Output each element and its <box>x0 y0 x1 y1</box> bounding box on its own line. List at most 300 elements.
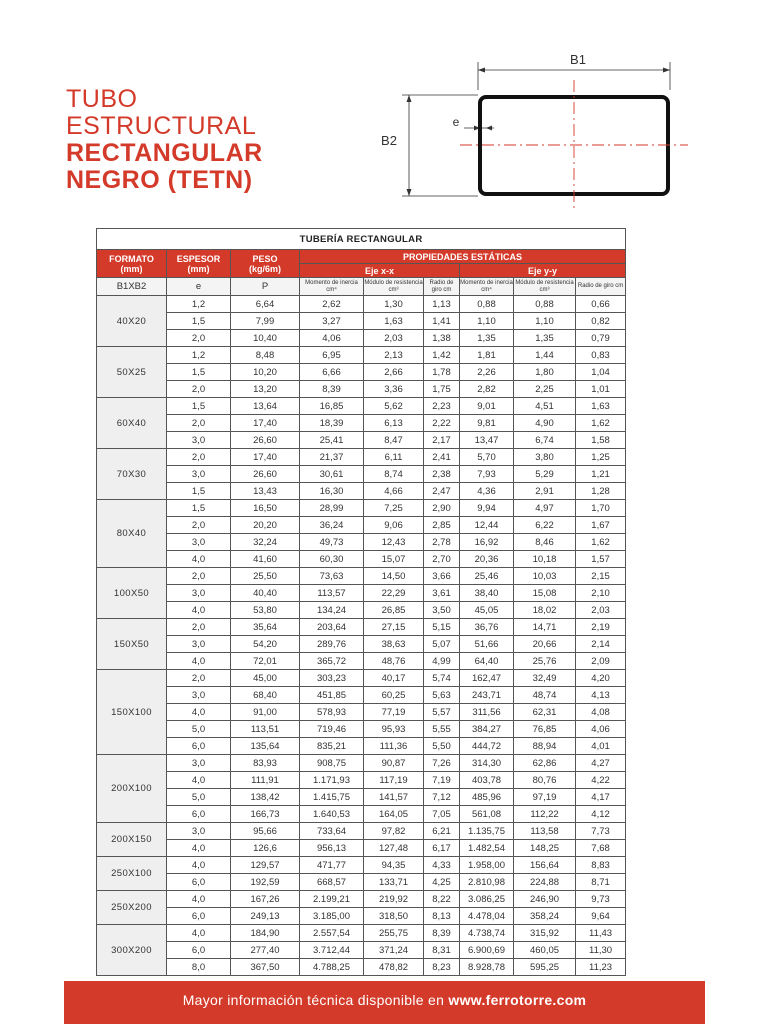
value-cell: 9,81 <box>460 415 514 432</box>
value-cell: 30,61 <box>300 466 364 483</box>
value-cell: 16,30 <box>300 483 364 500</box>
col-radio-y: Radio de giro cm <box>576 278 626 296</box>
value-cell: 2.557,54 <box>300 925 364 942</box>
value-cell: 1,80 <box>514 364 576 381</box>
value-cell: 4,90 <box>514 415 576 432</box>
table-row <box>97 415 626 432</box>
value-cell: 16,85 <box>300 398 364 415</box>
table-row <box>97 398 626 415</box>
value-cell: 15,08 <box>514 585 576 602</box>
formato-cell: 250X100 <box>97 857 167 891</box>
value-cell: 40,17 <box>364 670 424 687</box>
formato-cell: 100X50 <box>97 568 167 619</box>
value-cell: 1,5 <box>167 483 231 500</box>
value-cell: 2,82 <box>460 381 514 398</box>
value-cell: 1.171,93 <box>300 772 364 789</box>
value-cell: 8,47 <box>364 432 424 449</box>
value-cell: 2,0 <box>167 381 231 398</box>
table-row <box>97 381 626 398</box>
table-row <box>97 721 626 738</box>
col-momento-x: Momento de inercia cm⁴ <box>300 278 364 296</box>
table-row <box>97 432 626 449</box>
value-cell: 4,0 <box>167 602 231 619</box>
value-cell: 9,94 <box>460 500 514 517</box>
value-cell: 13,43 <box>231 483 300 500</box>
value-cell: 17,40 <box>231 449 300 466</box>
value-cell: 255,75 <box>364 925 424 942</box>
value-cell: 4,25 <box>424 874 460 891</box>
value-cell: 10,40 <box>231 330 300 347</box>
value-cell: 7,19 <box>424 772 460 789</box>
value-cell: 1,04 <box>576 364 626 381</box>
value-cell: 38,40 <box>460 585 514 602</box>
value-cell: 3,0 <box>167 432 231 449</box>
value-cell: 1,81 <box>460 347 514 364</box>
value-cell: 35,64 <box>231 619 300 636</box>
value-cell: 7,68 <box>576 840 626 857</box>
value-cell: 2,41 <box>424 449 460 466</box>
table-row <box>97 755 626 772</box>
table-row <box>97 789 626 806</box>
value-cell: 192,59 <box>231 874 300 891</box>
value-cell: 45,00 <box>231 670 300 687</box>
value-cell: 129,57 <box>231 857 300 874</box>
value-cell: 2,66 <box>364 364 424 381</box>
value-cell: 6,0 <box>167 942 231 959</box>
value-cell: 36,76 <box>460 619 514 636</box>
value-cell: 5,15 <box>424 619 460 636</box>
value-cell: 4,0 <box>167 551 231 568</box>
value-cell: 1,35 <box>460 330 514 347</box>
col-formato: FORMATO (mm) <box>97 250 167 278</box>
value-cell: 0,79 <box>576 330 626 347</box>
value-cell: 1,10 <box>514 313 576 330</box>
table-row <box>97 653 626 670</box>
value-cell: 97,19 <box>514 789 576 806</box>
value-cell: 2,85 <box>424 517 460 534</box>
value-cell: 2,78 <box>424 534 460 551</box>
value-cell: 51,66 <box>460 636 514 653</box>
value-cell: 314,30 <box>460 755 514 772</box>
value-cell: 3,0 <box>167 585 231 602</box>
value-cell: 14,50 <box>364 568 424 585</box>
value-cell: 8,39 <box>424 925 460 942</box>
value-cell: 166,73 <box>231 806 300 823</box>
value-cell: 49,73 <box>300 534 364 551</box>
value-cell: 10,18 <box>514 551 576 568</box>
value-cell: 20,36 <box>460 551 514 568</box>
value-cell: 2,0 <box>167 330 231 347</box>
value-cell: 358,24 <box>514 908 576 925</box>
value-cell: 8,0 <box>167 959 231 976</box>
value-cell: 26,85 <box>364 602 424 619</box>
value-cell: 13,64 <box>231 398 300 415</box>
b1-label: B1 <box>570 52 586 67</box>
table-row <box>97 772 626 789</box>
value-cell: 9,06 <box>364 517 424 534</box>
value-cell: 60,25 <box>364 687 424 704</box>
value-cell: 4,0 <box>167 653 231 670</box>
value-cell: 1.482,54 <box>460 840 514 857</box>
table-row <box>97 925 626 942</box>
table-row <box>97 330 626 347</box>
table-row <box>97 857 626 874</box>
value-cell: 77,19 <box>364 704 424 721</box>
formato-cell: 40X20 <box>97 296 167 347</box>
value-cell: 16,50 <box>231 500 300 517</box>
value-cell: 1,67 <box>576 517 626 534</box>
value-cell: 9,73 <box>576 891 626 908</box>
value-cell: 1,28 <box>576 483 626 500</box>
value-cell: 4,99 <box>424 653 460 670</box>
value-cell: 246,90 <box>514 891 576 908</box>
formato-cell: 200X100 <box>97 755 167 823</box>
value-cell: 111,36 <box>364 738 424 755</box>
title-line-3: RECTANGULAR <box>66 139 263 167</box>
value-cell: 141,57 <box>364 789 424 806</box>
value-cell: 403,78 <box>460 772 514 789</box>
value-cell: 303,23 <box>300 670 364 687</box>
b2-label: B2 <box>381 133 397 148</box>
value-cell: 1,21 <box>576 466 626 483</box>
formato-cell: 70X30 <box>97 449 167 500</box>
value-cell: 7,25 <box>364 500 424 517</box>
value-cell: 8,31 <box>424 942 460 959</box>
value-cell: 719,46 <box>300 721 364 738</box>
value-cell: 8,71 <box>576 874 626 891</box>
table-row <box>97 704 626 721</box>
value-cell: 25,76 <box>514 653 576 670</box>
value-cell: 3,61 <box>424 585 460 602</box>
value-cell: 1,58 <box>576 432 626 449</box>
value-cell: 5,74 <box>424 670 460 687</box>
value-cell: 14,71 <box>514 619 576 636</box>
value-cell: 53,80 <box>231 602 300 619</box>
table-row <box>97 891 626 908</box>
value-cell: 478,82 <box>364 959 424 976</box>
value-cell: 4,0 <box>167 704 231 721</box>
table-row <box>97 942 626 959</box>
table-row <box>97 687 626 704</box>
value-cell: 1,2 <box>167 296 231 313</box>
value-cell: 62,86 <box>514 755 576 772</box>
value-cell: 367,50 <box>231 959 300 976</box>
value-cell: 224,88 <box>514 874 576 891</box>
table-row <box>97 500 626 517</box>
title-line-1: TUBO <box>66 85 138 113</box>
value-cell: 0,88 <box>514 296 576 313</box>
value-cell: 3,27 <box>300 313 364 330</box>
value-cell: 1,62 <box>576 534 626 551</box>
value-cell: 2,0 <box>167 670 231 687</box>
value-cell: 113,58 <box>514 823 576 840</box>
value-cell: 365,72 <box>300 653 364 670</box>
value-cell: 11,43 <box>576 925 626 942</box>
value-cell: 83,93 <box>231 755 300 772</box>
value-cell: 1,42 <box>424 347 460 364</box>
formato-cell: 250X200 <box>97 891 167 925</box>
value-cell: 2.810,98 <box>460 874 514 891</box>
value-cell: 127,48 <box>364 840 424 857</box>
value-cell: 156,64 <box>514 857 576 874</box>
title-line-4: NEGRO (TETN) <box>66 166 253 194</box>
value-cell: 45,05 <box>460 602 514 619</box>
col-momento-y: Momento de inercia cm⁴ <box>460 278 514 296</box>
value-cell: 4,08 <box>576 704 626 721</box>
value-cell: 371,24 <box>364 942 424 959</box>
value-cell: 3,36 <box>364 381 424 398</box>
value-cell: 4,0 <box>167 840 231 857</box>
value-cell: 9,01 <box>460 398 514 415</box>
value-cell: 2,0 <box>167 449 231 466</box>
value-cell: 4,51 <box>514 398 576 415</box>
value-cell: 18,39 <box>300 415 364 432</box>
value-cell: 4,17 <box>576 789 626 806</box>
table-row <box>97 296 626 313</box>
label-peso: P <box>231 278 300 296</box>
value-cell: 11,23 <box>576 959 626 976</box>
label-formato: B1XB2 <box>97 278 167 296</box>
value-cell: 167,26 <box>231 891 300 908</box>
value-cell: 908,75 <box>300 755 364 772</box>
value-cell: 25,50 <box>231 568 300 585</box>
table-row <box>97 517 626 534</box>
value-cell: 384,27 <box>460 721 514 738</box>
value-cell: 88,94 <box>514 738 576 755</box>
value-cell: 1,57 <box>576 551 626 568</box>
value-cell: 5,07 <box>424 636 460 653</box>
value-cell: 135,64 <box>231 738 300 755</box>
value-cell: 10,03 <box>514 568 576 585</box>
col-modulo-y: Módulo de resistencia cm³ <box>514 278 576 296</box>
value-cell: 318,50 <box>364 908 424 925</box>
value-cell: 2,0 <box>167 619 231 636</box>
table-row <box>97 823 626 840</box>
value-cell: 5,0 <box>167 721 231 738</box>
value-cell: 68,40 <box>231 687 300 704</box>
value-cell: 4,22 <box>576 772 626 789</box>
value-cell: 460,05 <box>514 942 576 959</box>
value-cell: 1,13 <box>424 296 460 313</box>
value-cell: 5,50 <box>424 738 460 755</box>
value-cell: 249,13 <box>231 908 300 925</box>
formato-cell: 200X150 <box>97 823 167 857</box>
value-cell: 20,20 <box>231 517 300 534</box>
value-cell: 4.738,74 <box>460 925 514 942</box>
value-cell: 7,12 <box>424 789 460 806</box>
value-cell: 8,48 <box>231 347 300 364</box>
value-cell: 3,0 <box>167 534 231 551</box>
value-cell: 184,90 <box>231 925 300 942</box>
value-cell: 3,50 <box>424 602 460 619</box>
value-cell: 9,64 <box>576 908 626 925</box>
value-cell: 1,30 <box>364 296 424 313</box>
value-cell: 4.788,25 <box>300 959 364 976</box>
value-cell: 3,0 <box>167 687 231 704</box>
value-cell: 4,97 <box>514 500 576 517</box>
value-cell: 1,25 <box>576 449 626 466</box>
col-modulo-x: Módulo de resistencia cm³ <box>364 278 424 296</box>
value-cell: 7,26 <box>424 755 460 772</box>
value-cell: 27,15 <box>364 619 424 636</box>
value-cell: 5,63 <box>424 687 460 704</box>
table-row <box>97 347 626 364</box>
value-cell: 94,35 <box>364 857 424 874</box>
value-cell: 4,01 <box>576 738 626 755</box>
col-espesor: ESPESOR (mm) <box>167 250 231 278</box>
table-row <box>97 364 626 381</box>
col-propiedades: PROPIEDADES ESTÁTICAS <box>300 250 626 264</box>
value-cell: 2,03 <box>576 602 626 619</box>
value-cell: 164,05 <box>364 806 424 823</box>
value-cell: 277,40 <box>231 942 300 959</box>
table-row <box>97 908 626 925</box>
value-cell: 3,0 <box>167 755 231 772</box>
value-cell: 2,19 <box>576 619 626 636</box>
value-cell: 117,19 <box>364 772 424 789</box>
value-cell: 148,25 <box>514 840 576 857</box>
e-label: e <box>452 115 460 129</box>
value-cell: 8,23 <box>424 959 460 976</box>
value-cell: 561,08 <box>460 806 514 823</box>
value-cell: 8,13 <box>424 908 460 925</box>
value-cell: 25,46 <box>460 568 514 585</box>
value-cell: 956,13 <box>300 840 364 857</box>
value-cell: 3.185,00 <box>300 908 364 925</box>
value-cell: 2,22 <box>424 415 460 432</box>
value-cell: 8,83 <box>576 857 626 874</box>
value-cell: 1,78 <box>424 364 460 381</box>
value-cell: 4,13 <box>576 687 626 704</box>
value-cell: 8,46 <box>514 534 576 551</box>
value-cell: 6,0 <box>167 738 231 755</box>
table-row <box>97 670 626 687</box>
value-cell: 1,5 <box>167 364 231 381</box>
table-body <box>97 296 626 976</box>
table-row <box>97 534 626 551</box>
value-cell: 48,76 <box>364 653 424 670</box>
value-cell: 95,93 <box>364 721 424 738</box>
value-cell: 126,6 <box>231 840 300 857</box>
value-cell: 289,76 <box>300 636 364 653</box>
specs-table <box>96 228 626 976</box>
value-cell: 243,71 <box>460 687 514 704</box>
table-row <box>97 636 626 653</box>
label-espesor: e <box>167 278 231 296</box>
value-cell: 4,0 <box>167 857 231 874</box>
value-cell: 13,47 <box>460 432 514 449</box>
value-cell: 2,70 <box>424 551 460 568</box>
table-row <box>97 738 626 755</box>
value-cell: 6,95 <box>300 347 364 364</box>
value-cell: 4,20 <box>576 670 626 687</box>
footer-link[interactable]: www.ferrotorre.com <box>448 992 587 1008</box>
value-cell: 40,40 <box>231 585 300 602</box>
value-cell: 4,36 <box>460 483 514 500</box>
table-row <box>97 806 626 823</box>
col-radio-x: Radio de giro cm <box>424 278 460 296</box>
value-cell: 6.900,69 <box>460 942 514 959</box>
value-cell: 2,23 <box>424 398 460 415</box>
value-cell: 95,66 <box>231 823 300 840</box>
table-row <box>97 568 626 585</box>
value-cell: 72,01 <box>231 653 300 670</box>
table-caption: TUBERÍA RECTANGULAR <box>97 229 626 250</box>
title-line-2: ESTRUCTURAL <box>66 112 257 140</box>
value-cell: 3.086,25 <box>460 891 514 908</box>
value-cell: 1.415,75 <box>300 789 364 806</box>
table-row <box>97 449 626 466</box>
formato-cell: 80X40 <box>97 500 167 568</box>
value-cell: 1,44 <box>514 347 576 364</box>
col-eje-x: Eje x-x <box>300 264 460 278</box>
value-cell: 73,63 <box>300 568 364 585</box>
value-cell: 80,76 <box>514 772 576 789</box>
value-cell: 8.928,78 <box>460 959 514 976</box>
value-cell: 10,20 <box>231 364 300 381</box>
value-cell: 5,62 <box>364 398 424 415</box>
value-cell: 133,71 <box>364 874 424 891</box>
value-cell: 3,66 <box>424 568 460 585</box>
table-row <box>97 619 626 636</box>
value-cell: 578,93 <box>300 704 364 721</box>
value-cell: 2,17 <box>424 432 460 449</box>
value-cell: 6,66 <box>300 364 364 381</box>
value-cell: 219,92 <box>364 891 424 908</box>
value-cell: 1,10 <box>460 313 514 330</box>
value-cell: 2,13 <box>364 347 424 364</box>
footer-text: Mayor información técnica disponible en <box>182 992 449 1008</box>
value-cell: 11,30 <box>576 942 626 959</box>
value-cell: 28,99 <box>300 500 364 517</box>
value-cell: 1,70 <box>576 500 626 517</box>
value-cell: 6,11 <box>364 449 424 466</box>
value-cell: 4,0 <box>167 925 231 942</box>
value-cell: 12,43 <box>364 534 424 551</box>
value-cell: 0,83 <box>576 347 626 364</box>
value-cell: 1,63 <box>576 398 626 415</box>
value-cell: 6,13 <box>364 415 424 432</box>
value-cell: 1,41 <box>424 313 460 330</box>
value-cell: 7,93 <box>460 466 514 483</box>
value-cell: 113,51 <box>231 721 300 738</box>
value-cell: 90,87 <box>364 755 424 772</box>
table-row <box>97 466 626 483</box>
value-cell: 18,02 <box>514 602 576 619</box>
value-cell: 2,0 <box>167 415 231 432</box>
value-cell: 1,75 <box>424 381 460 398</box>
value-cell: 91,00 <box>231 704 300 721</box>
value-cell: 26,60 <box>231 466 300 483</box>
value-cell: 64,40 <box>460 653 514 670</box>
table-container <box>96 228 625 976</box>
value-cell: 13,20 <box>231 381 300 398</box>
value-cell: 311,56 <box>460 704 514 721</box>
footer-banner <box>64 981 705 1024</box>
value-cell: 21,37 <box>300 449 364 466</box>
value-cell: 0,66 <box>576 296 626 313</box>
table-row <box>97 313 626 330</box>
value-cell: 485,96 <box>460 789 514 806</box>
value-cell: 668,57 <box>300 874 364 891</box>
value-cell: 17,40 <box>231 415 300 432</box>
value-cell: 15,07 <box>364 551 424 568</box>
value-cell: 6,21 <box>424 823 460 840</box>
table-row <box>97 602 626 619</box>
value-cell: 6,74 <box>514 432 576 449</box>
value-cell: 2,15 <box>576 568 626 585</box>
formato-cell: 150X100 <box>97 670 167 755</box>
